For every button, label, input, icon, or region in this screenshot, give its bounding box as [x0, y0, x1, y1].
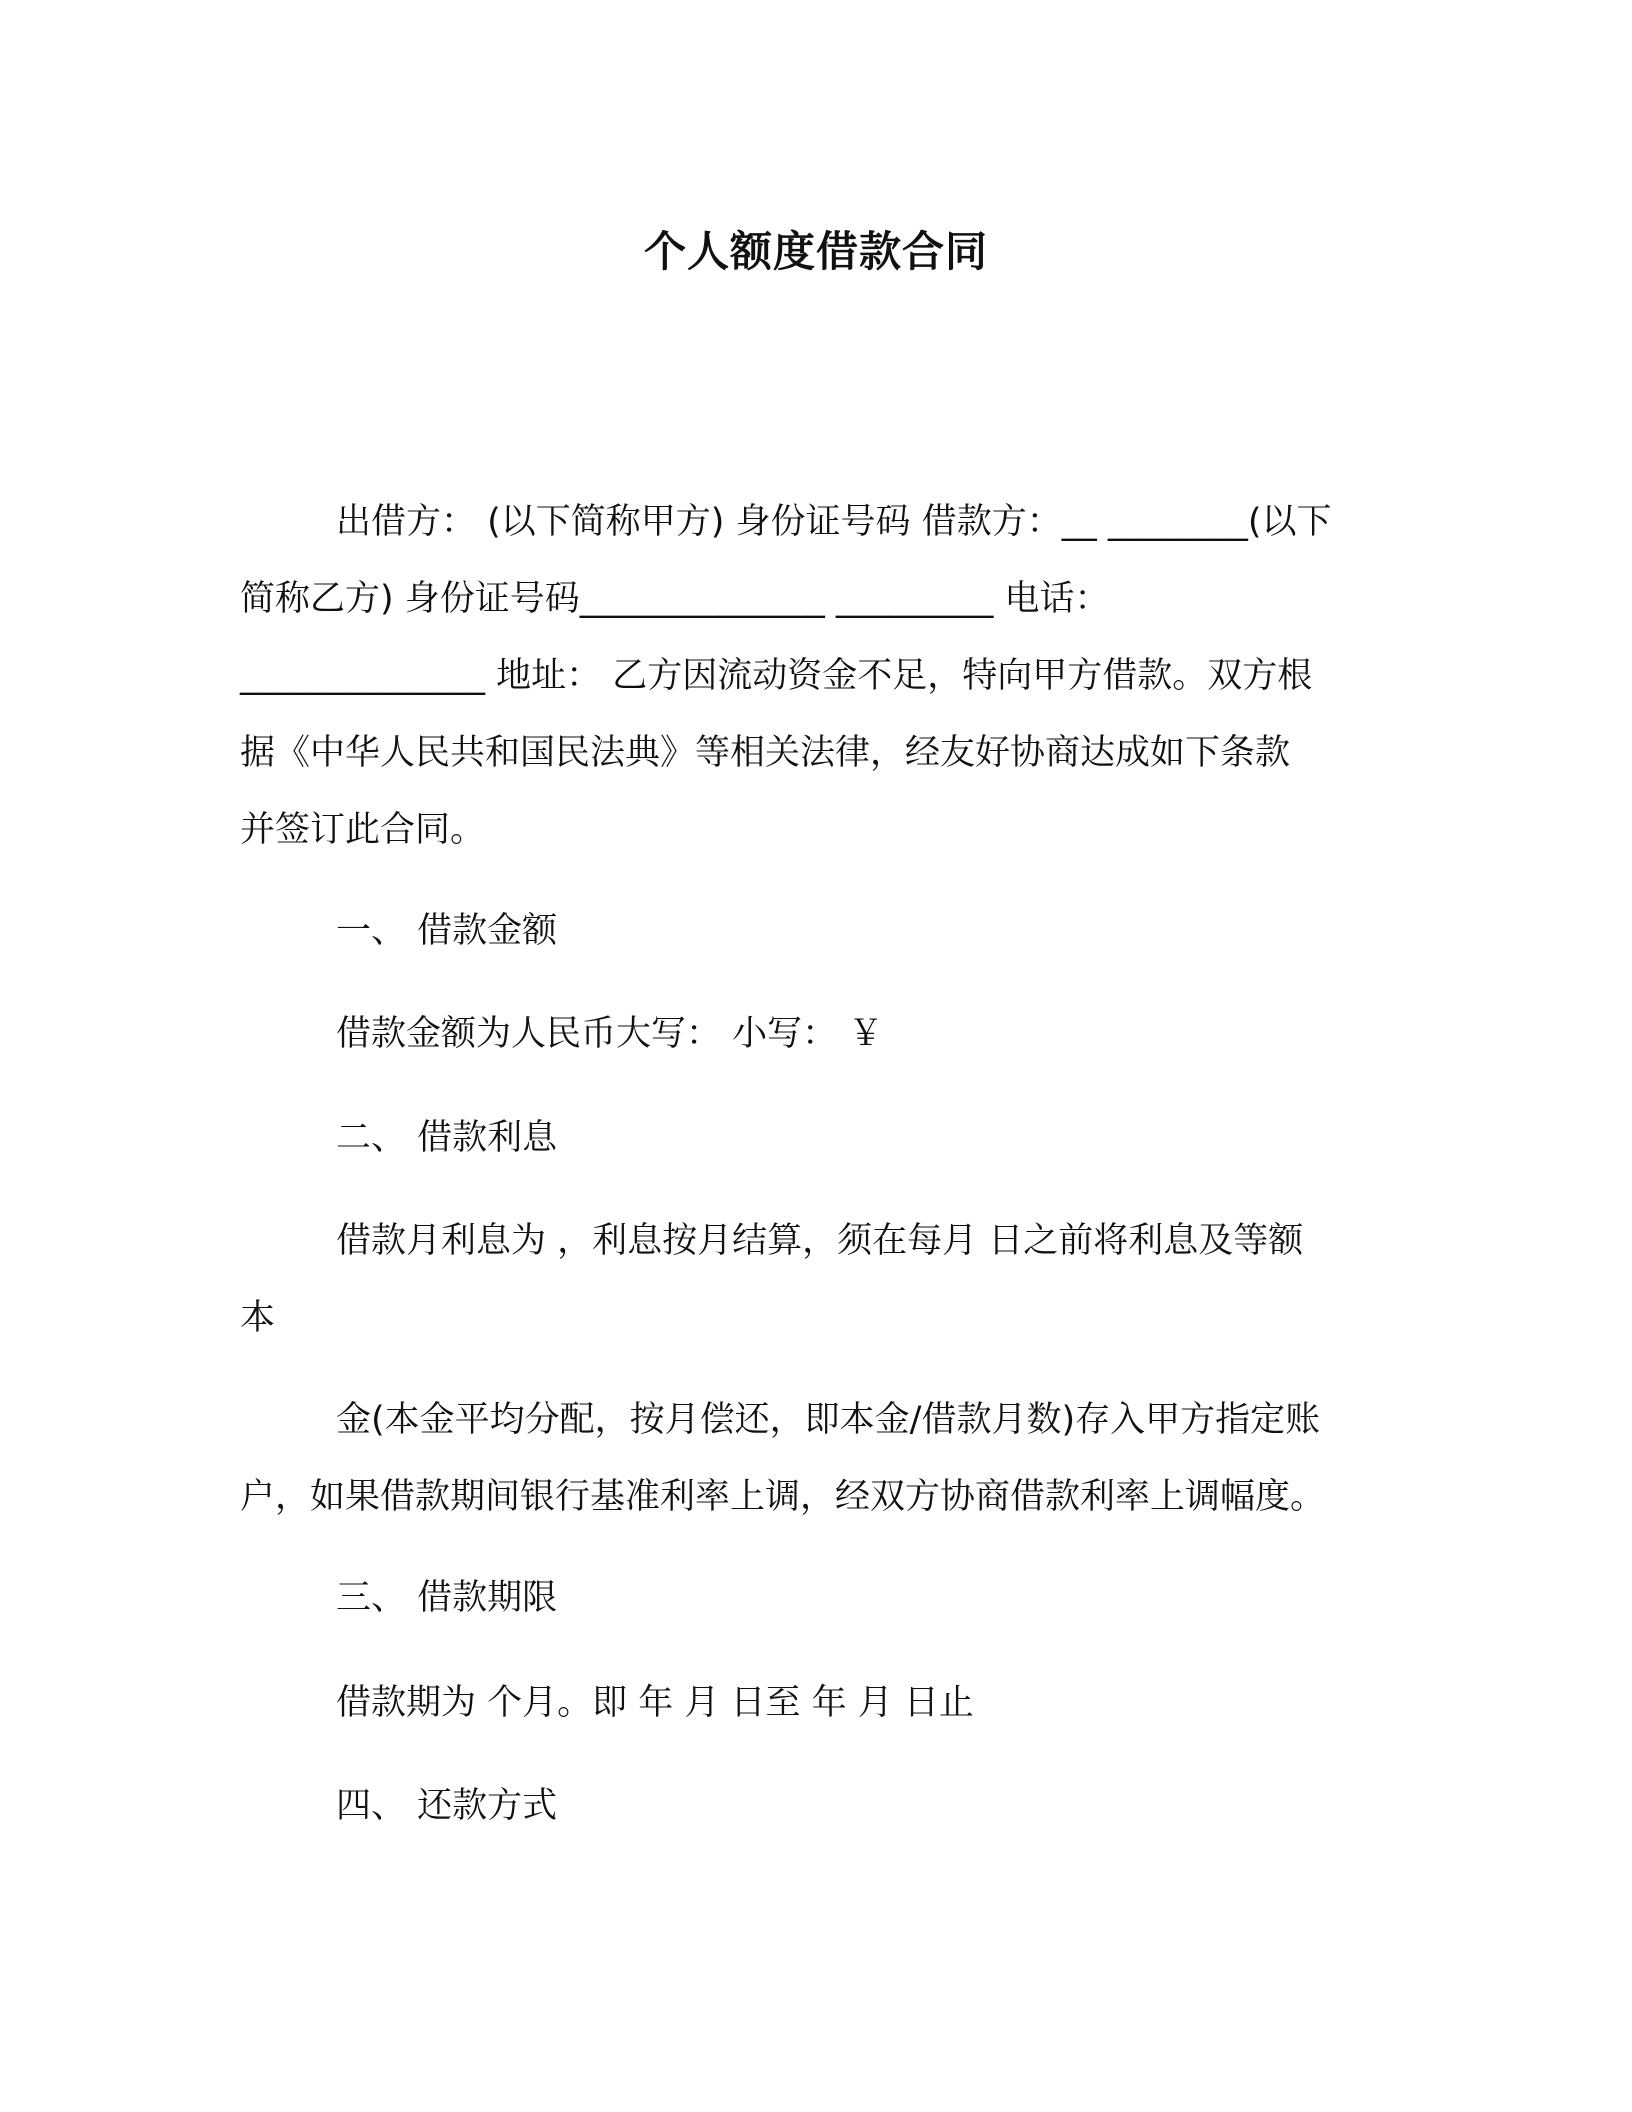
intro-paragraph — [240, 484, 1380, 869]
principal-line-1: 金(本金平均分配，按月偿还，即本金/借款月数)存入甲方指定账 — [336, 1400, 1321, 1440]
intro-line-5: 并签订此合同。 — [240, 810, 486, 850]
section-3-heading — [240, 1560, 1380, 1637]
loan-amount-text: 借款金额为人民币大写： 小写： ￥ — [336, 1014, 884, 1054]
principal-line-2: 户，如果借款期间银行基准利率上调，经双方协商借款利率上调幅度。 — [240, 1477, 1326, 1517]
interest-line-2: 本 — [240, 1298, 276, 1338]
document-title: 个人额度借款合同 — [643, 227, 988, 276]
loan-term-text: 借款期为 个月。即 年 月 日至 年 月 日止 — [336, 1683, 974, 1723]
section-2-heading — [240, 1100, 1380, 1177]
section-heading: 二、 借款利息 — [336, 1118, 558, 1158]
section-2-body-2 — [240, 1382, 1380, 1536]
intro-line-3: ______________ 地址： 乙方因流动资金不足，特向甲方借款。双方根 — [240, 656, 1313, 696]
section-2-body-1 — [240, 1203, 1380, 1357]
section-1-body — [240, 996, 1380, 1073]
section-heading: 一、 借款金额 — [336, 911, 558, 951]
interest-line-1: 借款月利息为 ，利息按月结算，须在每月 日之前将利息及等额 — [336, 1221, 1304, 1261]
intro-line-2: 简称乙方) 身份证号码______________ _________ 电话： — [240, 579, 1110, 619]
section-3-body — [240, 1665, 1380, 1742]
intro-line-4: 据《中华人民共和国民法典》等相关法律，经友好协商达成如下条款 — [240, 733, 1291, 773]
section-heading: 三、 借款期限 — [336, 1578, 558, 1618]
intro-line-1: 出借方： (以下简称甲方) 身份证号码 借款方：__ ________(以下 — [336, 502, 1332, 542]
section-1-heading — [240, 893, 1380, 970]
section-heading: 四、 还款方式 — [336, 1786, 558, 1826]
section-4-heading — [240, 1768, 1380, 1845]
